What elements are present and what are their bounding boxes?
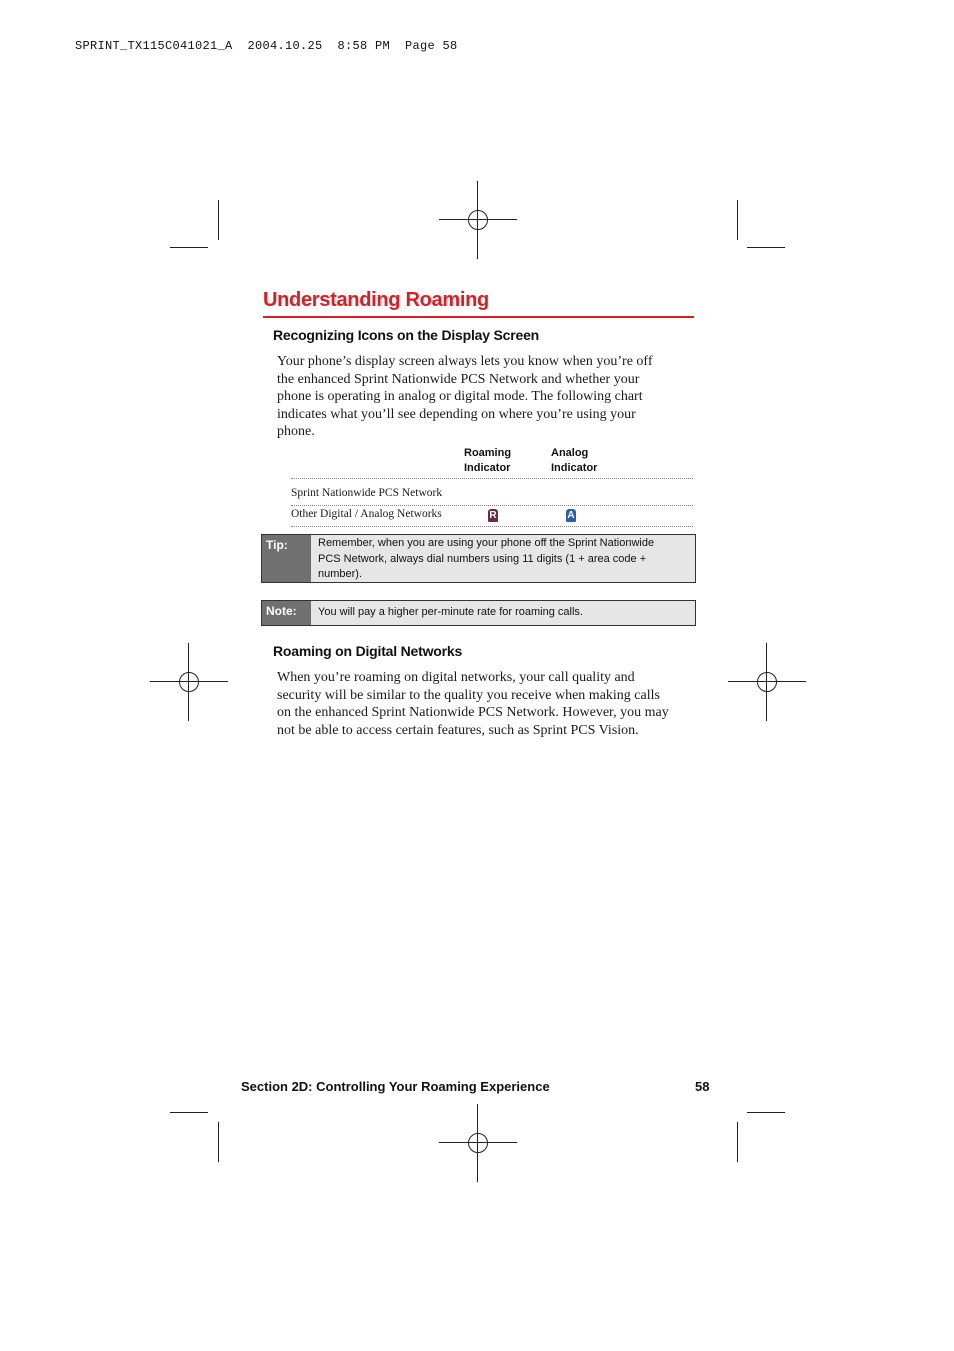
crop-mark	[747, 1112, 785, 1113]
paragraph-line: the enhanced Sprint Nationwide PCS Network and whether your	[277, 371, 640, 387]
note-callout	[261, 600, 696, 626]
crop-mark	[218, 1122, 219, 1162]
paragraph-line: indicates what you’ll see depending on where you’re using your	[277, 406, 636, 422]
column-header-line: Roaming	[464, 447, 512, 459]
crop-mark	[218, 200, 219, 240]
tip-label: Tip:	[262, 535, 311, 582]
print-slug: SPRINT_TX115C041021_A 2004.10.25 8:58 PM Page 58	[75, 39, 458, 53]
crop-mark	[170, 247, 208, 248]
crop-mark	[737, 1122, 738, 1162]
column-header-analog	[551, 446, 631, 476]
page-title: Understanding Roaming	[263, 289, 489, 311]
registration-mark-icon	[439, 181, 517, 259]
intro-paragraph	[277, 353, 695, 441]
paragraph-line: phone is operating in analog or digital mode. The following chart	[277, 389, 643, 405]
page-number: 58	[695, 1079, 710, 1094]
section-subheading: Roaming on Digital Networks	[273, 643, 463, 659]
title-rule	[263, 316, 694, 318]
digital-roaming-paragraph	[277, 669, 695, 739]
registration-mark-icon	[439, 1104, 517, 1182]
analog-indicator-icon: A	[567, 510, 575, 521]
tip-text	[311, 535, 695, 582]
registration-mark-icon	[728, 643, 806, 721]
column-header-line: Indicator	[551, 462, 598, 474]
footer-section-title: Section 2D: Controlling Your Roaming Experience	[241, 1079, 550, 1094]
table-divider	[291, 478, 693, 479]
note-text: You will pay a higher per-minute rate for roaming calls.	[318, 606, 583, 618]
table-divider	[291, 526, 693, 527]
paragraph-line: security will be similar to the quality you receive when making calls	[277, 687, 660, 703]
tip-line: Remember, when you are using your phone off the Sprint Nationwide	[318, 537, 655, 549]
crop-mark	[170, 1112, 208, 1113]
paragraph-line: on the enhanced Sprint Nationwide PCS Network. However, you may	[277, 705, 669, 721]
tip-line: number).	[318, 568, 363, 580]
paragraph-line: Your phone’s display screen always lets you know when you’re off	[277, 354, 653, 369]
tip-callout	[261, 534, 696, 583]
table-row-label: Other Digital / Analog Networks	[291, 508, 442, 520]
column-header-line: Analog	[551, 447, 589, 459]
column-header-roaming	[464, 446, 544, 476]
crop-mark	[737, 200, 738, 240]
column-header-line: Indicator	[464, 462, 511, 474]
roaming-indicator-icon: R	[489, 510, 497, 521]
paragraph-line: phone.	[277, 424, 315, 440]
paragraph-line: not be able to access certain features, such as Sprint PCS Vision.	[277, 722, 639, 738]
table-row-label: Sprint Nationwide PCS Network	[291, 487, 443, 499]
note-label: Note:	[262, 601, 311, 625]
registration-mark-icon	[150, 643, 228, 721]
paragraph-line: When you’re roaming on digital networks, your call quality and	[277, 670, 635, 685]
section-subheading: Recognizing Icons on the Display Screen	[273, 327, 540, 343]
table-divider	[291, 505, 693, 506]
tip-line: PCS Network, always dial numbers using 11 digits (1 + area code +	[318, 552, 647, 565]
crop-mark	[747, 247, 785, 248]
